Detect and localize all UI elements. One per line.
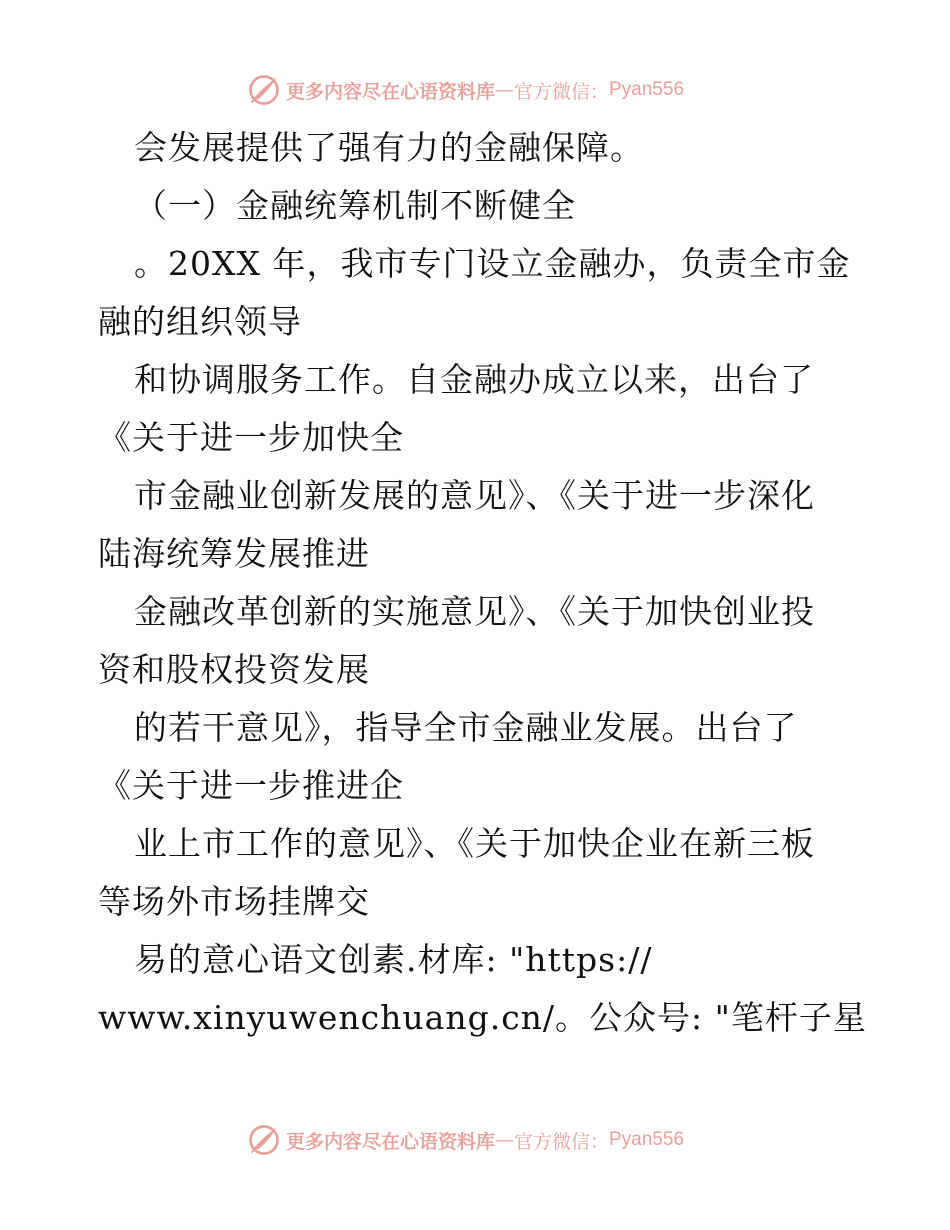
watermark-wechat-id: Pyan556 [609, 79, 685, 100]
footer-watermark [0, 1120, 950, 1160]
header-watermark [0, 70, 950, 110]
body-line: 业上市工作的意见》、《关于加快企业在新三板 [134, 824, 815, 863]
watermark-dash: — [494, 79, 514, 101]
section-heading: （一）金融统筹机制不断健全 [134, 186, 576, 225]
body-line: 和协调服务工作。自金融办成立以来，出台了 [134, 360, 814, 399]
watermark-text: 更多内容尽在心语资料库 [285, 80, 495, 103]
body-line: 等场外市场挂牌交 [98, 882, 370, 921]
body-line: www.xinyuwenchuang.cn/。公众号: "笔杆子星 [98, 998, 867, 1037]
body-line: 金融改革创新的实施意见》、《关于加快创业投 [134, 592, 815, 631]
watermark-text: 更多内容尽在心语资料库 [285, 1130, 495, 1153]
watermark-wechat-id: Pyan556 [609, 1129, 685, 1150]
body-line: 陆海统筹发展推进 [98, 534, 370, 573]
quill-pen-logo-icon [246, 1122, 282, 1158]
body-line: 市金融业创新发展的意见》、《关于进一步深化 [134, 476, 815, 515]
body-line: 易的意心语文创素.材库: "https:// [134, 940, 653, 979]
body-line: 。20XX 年，我市专门设立金融办，负责全市金 [134, 244, 851, 283]
watermark-dash: — [494, 1129, 514, 1151]
body-line: 的若干意见》，指导全市金融业发展。出台了 [134, 708, 798, 747]
watermark-wechat-label: 官方微信： [513, 1130, 609, 1153]
body-line: 《关于进一步加快全 [98, 418, 404, 457]
body-line: 资和股权投资发展 [98, 650, 370, 689]
body-line: 融的组织领导 [98, 302, 302, 341]
quill-pen-logo-icon [246, 72, 282, 108]
watermark-wechat-label: 官方微信： [513, 80, 609, 103]
body-line: 会发展提供了强有力的金融保障。 [134, 128, 644, 167]
body-line: 《关于进一步推进企 [98, 766, 404, 805]
